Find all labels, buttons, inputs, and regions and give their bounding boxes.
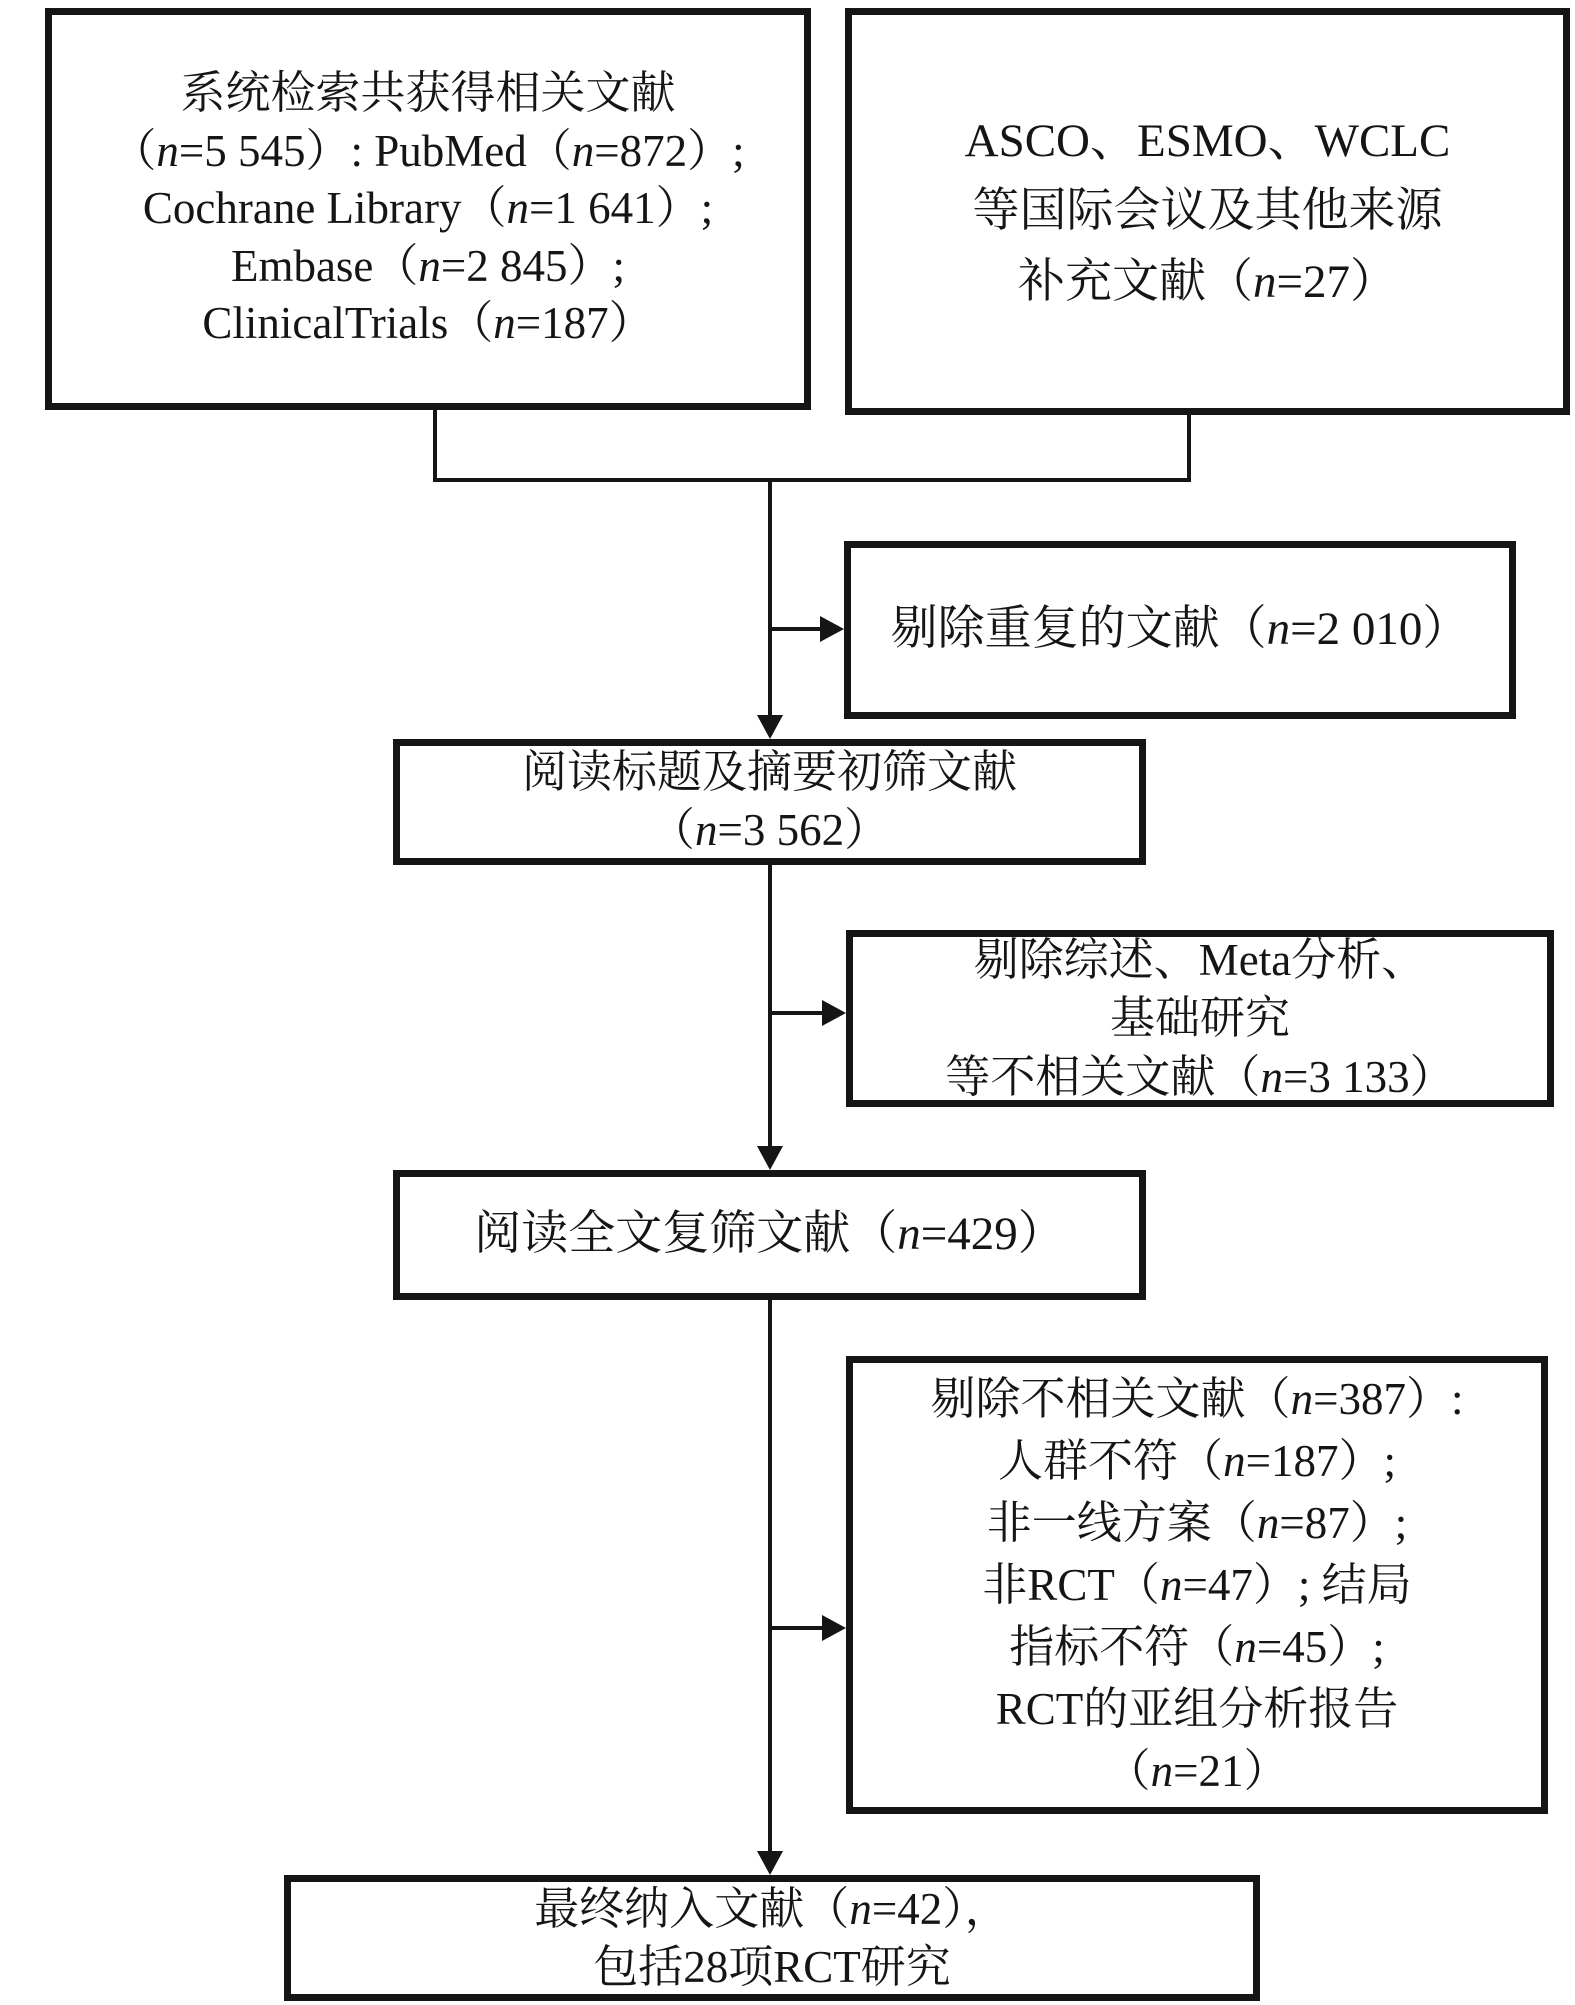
box-database-search [45,8,811,410]
box-full-text-screening-text: 阅读全文复筛文献（n=429） [474,1208,1065,1261]
arrowhead-down-to-fulltext-screening-icon [757,1146,783,1170]
connector-merge-horizontal [433,478,1191,482]
arrowhead-down-to-title-screening-icon [757,715,783,739]
connector-branch-reviews [770,1011,822,1015]
box-conference-sources [845,8,1570,415]
box-duplicates-removed-text: 剔除重复的文献（n=2 010） [890,603,1470,656]
arrowhead-down-to-final-icon [757,1851,783,1875]
box-reviews-excluded-text: 剔除综述、Meta分析、 基础研究 等不相关文献（n=3 133） [945,934,1455,1102]
connector-branch-irrelevant [770,1626,824,1630]
box-irrelevant-excluded [846,1356,1548,1814]
connector-stem-2 [768,865,772,1148]
box-reviews-excluded [846,930,1554,1107]
connector-left-drop [433,406,437,482]
box-database-search-text: 系统检索共获得相关文献 （n=5 545）: PubMed（n=872）; Cochrane Library（n=1 641）; Embase（n=2 845）; ClinicalTrials（n=187） [111,68,745,349]
box-irrelevant-excluded-text: 剔除不相关文献（n=387）: 人群不符（n=187）; 非一线方案（n=87）; 非RCT（n=47）; 结局 指标不符（n=45）; RCT的亚组分析报告 （n=21） [930,1373,1464,1797]
connector-stem-3 [768,1300,772,1853]
connector-branch-duplicates [770,627,822,631]
box-duplicates-removed [844,541,1516,719]
arrowhead-right-to-irrelevant-icon [822,1615,846,1641]
arrowhead-right-to-duplicates-icon [820,616,844,642]
box-title-abstract-screening-text: 阅读标题及摘要初筛文献 （n=3 562） [521,747,1017,855]
connector-right-drop [1187,411,1191,482]
box-full-text-screening [393,1170,1146,1300]
arrowhead-right-to-reviews-icon [822,1000,846,1026]
box-final-included [284,1875,1260,2001]
box-conference-sources-text: ASCO、ESMO、WCLC 等国际会议及其他来源 补充文献（n=27） [964,114,1451,308]
box-title-abstract-screening [393,739,1146,865]
box-final-included-text: 最终纳入文献（n=42）， 包括28项RCT研究 [534,1883,1010,1992]
connector-stem-1 [768,478,772,717]
